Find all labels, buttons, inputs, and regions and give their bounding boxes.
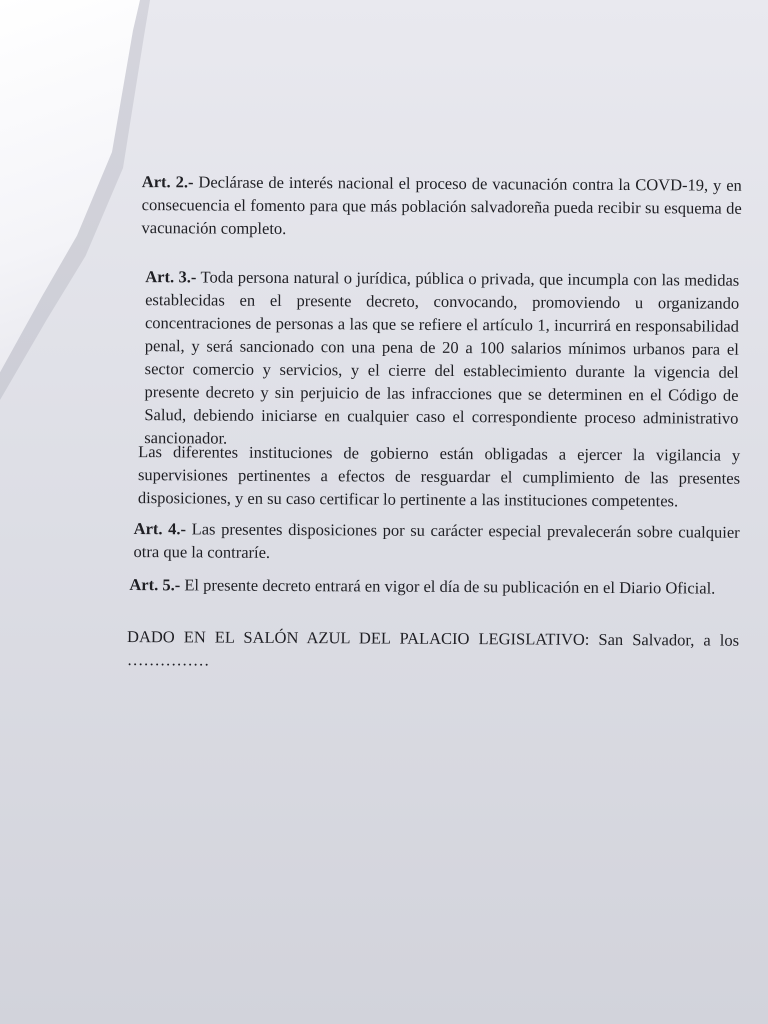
article-5 bbox=[129, 573, 739, 600]
institutions-paragraph: Las diferentes instituciones de gobierno están obligadas a ejercer la vigilancia y supervisiones pertinentes a efectos de resguardar el cumplimiento de las presentes disposiciones, y en su caso certificar lo pertinente a las instituciones competentes. bbox=[137, 442, 741, 511]
article-3-text: Toda persona natural o jurídica, pública o privada, que incumpla con las medidas establecidas en el presente decreto, convocando, promoviendo u organizando concentraciones de personas a las que se refiere el artículo 1, incurrirá en responsabilidad penal, y será sancionado con una pena de 20 a 100 salarios mínimos urbanos para el sector comercio y servicios, y el cierre del establecimiento durante la vigencia del presente decreto y sin perjuicio de las infracciones que se determinen en el Código de Salud, debiendo iniciarse en cualquier caso el correspondiente proceso administrativo sancionador. bbox=[144, 267, 740, 448]
article-2-label: Art. 2.- bbox=[141, 172, 194, 192]
article-4 bbox=[134, 517, 740, 567]
article-4-label: Art. 4.- bbox=[133, 519, 187, 539]
article-4-text: Las presentes disposiciones por su carácter especial prevalecerán sobre cualquier otra que la contraríe. bbox=[133, 519, 740, 562]
article-5-label: Art. 5.- bbox=[129, 575, 181, 595]
article-3 bbox=[144, 265, 739, 453]
closing-statement: DADO EN EL SALÓN AZUL DEL PALACIO LEGISLATIVO: San Salvador, a los …………… bbox=[126, 627, 740, 670]
article-3-label: Art. 3.- bbox=[145, 267, 197, 287]
article-2-text: Declárase de interés nacional el proceso de vacunación contra la COVD-19, y en consecuencia el fomento para que más población salvadoreña pueda recibir su esquema de vacunación completo. bbox=[141, 172, 742, 238]
article-2 bbox=[141, 170, 741, 243]
article-5-text: El presente decreto entrará en vigor el día de su publicación en el Diario Oficial. bbox=[184, 575, 716, 598]
